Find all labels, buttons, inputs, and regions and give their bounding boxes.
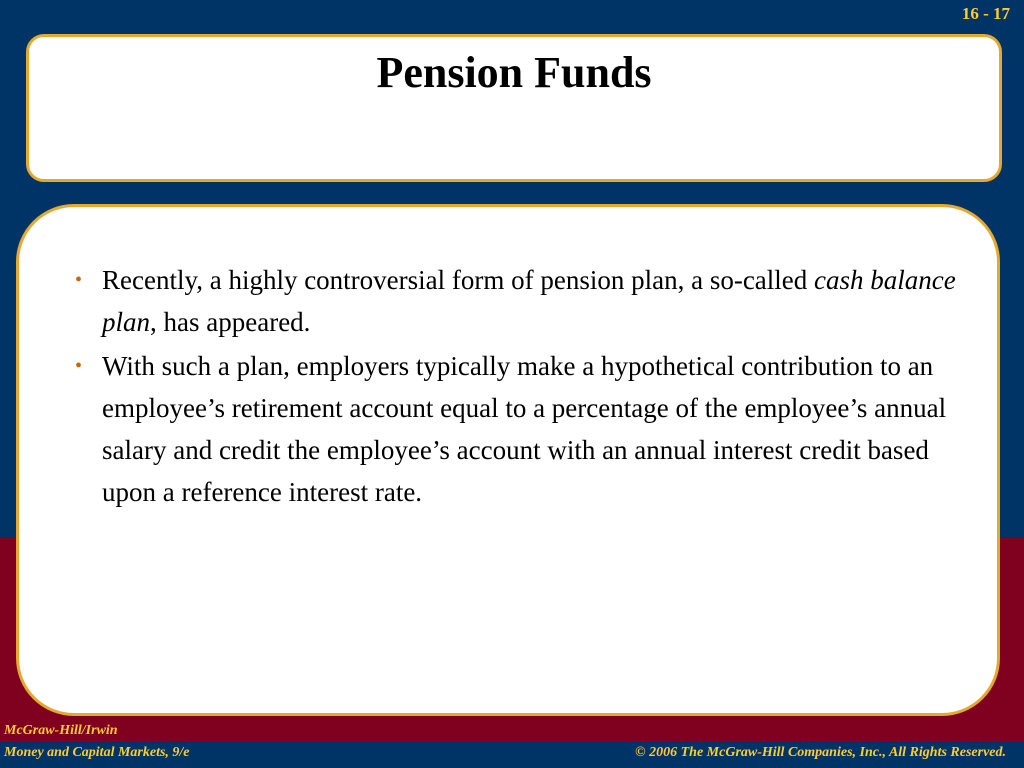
bullet-text-start: Recently, a highly controversial form of pension plan, a so-called [102,265,815,295]
title-panel [26,34,1002,182]
footer-copyright: © 2006 The McGraw-Hill Companies, Inc., All Rights Reserved. [635,745,1006,760]
slide-title: Pension Funds [376,48,652,97]
bullet-icon: • [75,355,83,377]
slide-number: 16 - 17 [961,4,1010,23]
bullet-icon: • [75,269,83,291]
content-panel [16,204,1000,716]
bullet-text [102,265,956,337]
bullet-list [19,207,997,513]
bullet-text-italic: cash balance plan [102,265,956,337]
footer-publisher: McGraw-Hill/Irwin [4,723,118,738]
bullet-text-end: , has appeared. [150,307,311,337]
bullet-item [75,259,957,343]
footer-book: Money and Capital Markets, 9/e [4,745,190,760]
bullet-item [75,345,957,513]
footer-left [4,720,190,764]
bullet-text: With such a plan, employers typically make a hypothetical contribution to an employee’s retirement account equal to a percentage of the employee’s annual salary and credit the employee’s account with an annual interest credit based upon a reference interest rate. [102,351,947,507]
